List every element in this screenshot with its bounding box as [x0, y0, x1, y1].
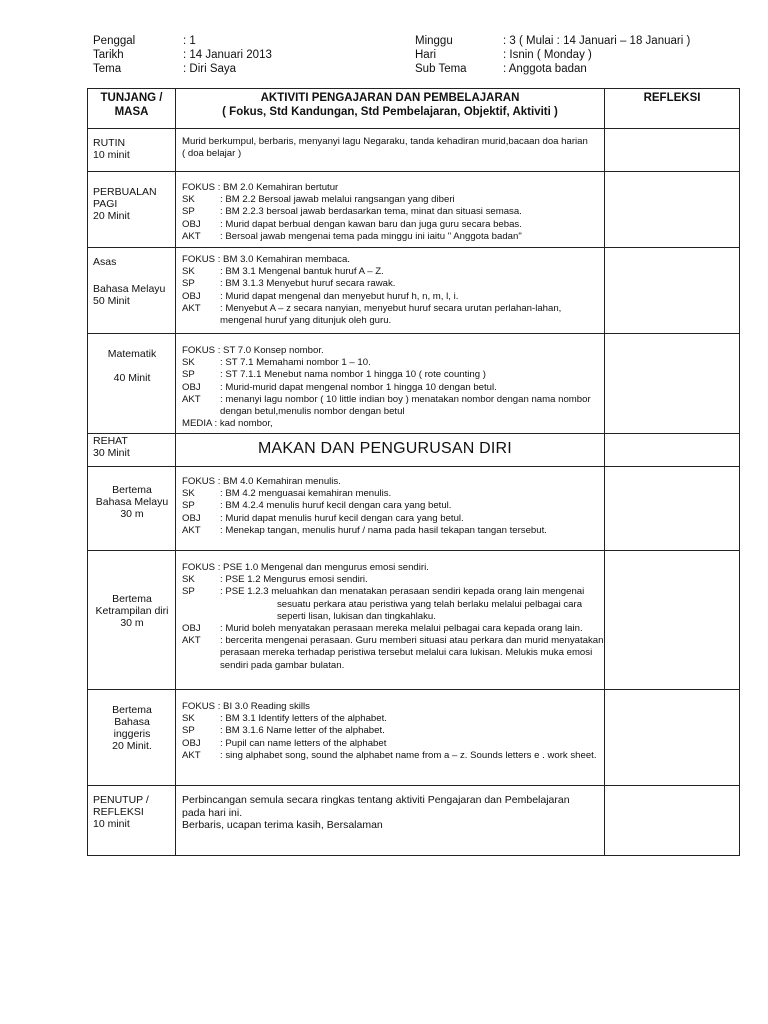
akt-line-continued: perasaan mereka terhadap peristiwa tersebut melalui cara lukisan. Melukis muka emosi: [220, 647, 593, 659]
sp-line: [182, 369, 600, 381]
tema-value: : Diri Saya: [183, 63, 237, 75]
subtema-label: Sub Tema: [415, 63, 467, 75]
table-row: [88, 248, 740, 334]
masa-text: 50 Minit: [93, 295, 130, 307]
code-label: OBJ: [182, 381, 201, 393]
line-text: : ST 7.1.1 Menebut nama nombor 1 hingga 10 ( rote counting ): [220, 369, 486, 381]
tunjang-cell: [88, 248, 176, 334]
akt-line: [182, 750, 600, 762]
col-tunjang-title: TUNJANG /: [100, 92, 163, 104]
col-aktiviti-subtitle: ( Fokus, Std Kandungan, Std Pembelajaran, Objektif, Aktiviti ): [222, 106, 558, 118]
masa-text: 30 Minit: [93, 447, 130, 459]
code-label: SP: [182, 725, 195, 737]
line-text: : sing alphabet song, sound the alphabet name from a – z. Sounds letters e . work sheet.: [220, 749, 597, 761]
fokus-line: FOKUS : BM 3.0 Kemahiran membaca.: [182, 254, 350, 265]
line-text: : Murid dapat menulis huruf kecil dengan cara yang betul.: [220, 512, 464, 524]
line-text: : BM 3.1 Mengenal bantuk huruf A – Z.: [220, 266, 384, 278]
hari-value: : Isnin ( Monday ): [503, 49, 592, 61]
refleksi-cell: [605, 248, 740, 334]
sk-line: [182, 194, 600, 206]
sp-line: [182, 206, 600, 218]
table-row: [88, 334, 740, 434]
tarikh-value: : 14 Januari 2013: [183, 49, 272, 61]
refleksi-cell: [605, 334, 740, 434]
col-tunjang-header: [88, 89, 176, 129]
code-label: SK: [182, 194, 195, 206]
line-text: : menanyi lagu nombor ( 10 little indian boy ) menatakan nombor dengan nama nombor: [220, 393, 591, 405]
aktiviti-line: Murid berkumpul, berbaris, menyanyi lagu Negaraku, tanda kehadiran murid,bacaan doa harian: [182, 136, 588, 147]
table-row: [88, 129, 740, 172]
line-text: : Murid boleh menyatakan perasaan mereka melalui pelbagai cara kepada orang lain.: [220, 623, 583, 635]
aktiviti-line: ( doa belajar ): [182, 148, 242, 160]
refleksi-cell: [605, 690, 740, 786]
subtema-value: : Anggota badan: [503, 63, 587, 75]
tunjang-text: PENUTUP /: [93, 794, 149, 806]
code-label: OBJ: [182, 218, 201, 230]
tunjang-text: Asas: [93, 256, 117, 268]
tunjang-cell: [88, 690, 176, 786]
code-label: AKT: [182, 230, 201, 242]
sk-line: [182, 266, 600, 278]
code-label: SK: [182, 488, 195, 500]
tunjang-cell: [88, 334, 176, 434]
tunjang-cell: [88, 786, 176, 856]
table-header-row: [88, 89, 740, 129]
code-label: AKT: [182, 749, 201, 761]
code-label: OBJ: [182, 290, 201, 302]
tema-label: Tema: [93, 63, 122, 75]
fokus-line: FOKUS : ST 7.0 Konsep nombor.: [182, 345, 324, 356]
masa-text: 20 Minit: [93, 210, 130, 222]
code-label: SK: [182, 266, 195, 278]
penggal-label: Penggal: [93, 35, 136, 47]
code-label: SK: [182, 574, 195, 586]
akt-line-continued: sendiri pada gambar bulatan.: [220, 659, 345, 671]
obj-line: [182, 382, 600, 394]
refleksi-cell: [605, 129, 740, 172]
table-row: [88, 690, 740, 786]
sk-line: [182, 574, 600, 586]
col-refleksi-title: REFLEKSI: [643, 92, 701, 104]
code-label: AKT: [182, 393, 201, 405]
aktiviti-cell: [176, 172, 605, 248]
line-text: : Menyebut A – z secara nanyian, menyebut huruf secara urutan perlahan-lahan,: [220, 302, 562, 314]
aktiviti-cell: [176, 467, 605, 551]
code-label: SK: [182, 357, 195, 369]
line-text: : Bersoal jawab mengenai tema pada minggu ini iaitu " Anggota badan": [220, 230, 522, 242]
table-row: [88, 172, 740, 248]
tunjang-cell: [88, 434, 176, 467]
sk-line: [182, 357, 600, 369]
refleksi-cell: [605, 467, 740, 551]
tunjang-text: Matematik: [107, 348, 157, 360]
line-text: : PSE 1.2.3 meluahkan dan menatakan perasaan sendiri kepada orang lain mengenai: [220, 586, 585, 598]
minggu-label: Minggu: [415, 35, 453, 47]
line-text: : BM 3.1.3 Menyebut huruf secara rawak.: [220, 278, 396, 290]
tunjang-cell: [88, 467, 176, 551]
tunjang-text: Bahasa: [114, 716, 150, 728]
code-label: OBJ: [182, 512, 201, 524]
akt-line: [182, 303, 600, 315]
refleksi-cell: [605, 172, 740, 248]
tunjang-text: Bertema: [112, 484, 152, 496]
line-text: : BM 3.1.6 Name letter of the alphabet.: [220, 725, 385, 737]
masa-text: 30 m: [120, 508, 144, 520]
fokus-line: FOKUS : BM 4.0 Kemahiran menulis.: [182, 476, 341, 487]
obj-line: [182, 623, 600, 635]
tunjang-text: Bertema: [112, 593, 152, 605]
tunjang-text: PERBUALAN: [93, 186, 157, 198]
code-label: SP: [182, 500, 195, 512]
tunjang-cell: [88, 551, 176, 690]
tunjang-text: Bahasa Melayu: [93, 283, 166, 295]
code-label: SP: [182, 206, 195, 218]
tunjang-cell: [88, 172, 176, 248]
obj-line: [182, 219, 600, 231]
minggu-value: : 3 ( Mulai : 14 Januari – 18 Januari ): [503, 35, 691, 47]
line-text: : BM 2.2 Bersoal jawab melalui rangsangan yang diberi: [220, 194, 455, 206]
code-label: AKT: [182, 635, 201, 647]
tunjang-text: PAGI: [93, 198, 118, 210]
line-text: : Murid dapat berbual dengan kawan baru dan juga guru secara bebas.: [220, 218, 522, 230]
line-text: : BM 2.2.3 bersoal jawab berdasarkan tema, minat dan situasi semasa.: [220, 206, 522, 218]
fokus-line: FOKUS : BI 3.0 Reading skills: [182, 701, 310, 712]
line-text: : ST 7.1 Memahami nombor 1 – 10.: [220, 357, 371, 369]
col-aktiviti-title: AKTIVITI PENGAJARAN DAN PEMBELAJARAN: [260, 92, 520, 104]
table-row: [88, 434, 740, 467]
aktiviti-cell: [176, 786, 605, 856]
obj-line: [182, 738, 600, 750]
code-label: SP: [182, 278, 195, 290]
aktiviti-cell: [176, 551, 605, 690]
col-masa-title: MASA: [114, 106, 149, 118]
code-label: OBJ: [182, 623, 201, 635]
tunjang-text: Bertema: [112, 704, 152, 716]
tunjang-text: Bahasa Melayu: [95, 496, 169, 508]
aktiviti-line: Perbincangan semula secara ringkas tentang aktiviti Pengajaran dan Pembelajaran: [182, 794, 570, 806]
tunjang-text: REFLEKSI: [93, 806, 144, 818]
aktiviti-cell: [176, 434, 605, 467]
code-label: OBJ: [182, 737, 201, 749]
tunjang-text: REHAT: [93, 435, 128, 447]
masa-text: 40 Minit: [113, 372, 151, 384]
aktiviti-cell: [176, 690, 605, 786]
tarikh-label: Tarikh: [93, 49, 124, 61]
sp-line-continued: sesuatu perkara atau peristiwa yang telah berlaku melalui pelbagai cara: [277, 598, 583, 610]
sp-line-continued: seperti lisan, lukisan dan tingkahlaku.: [277, 610, 436, 622]
code-label: AKT: [182, 524, 201, 536]
tunjang-cell: [88, 129, 176, 172]
sk-line: [182, 488, 600, 500]
line-text: : Pupil can name letters of the alphabet: [220, 737, 387, 749]
masa-text: 10 minit: [93, 818, 130, 830]
hari-label: Hari: [415, 49, 437, 61]
line-text: : bercerita mengenai perasaan. Guru memberi situasi atau perkara dan murid menyatakan: [220, 635, 604, 647]
aktiviti-cell: [176, 248, 605, 334]
refleksi-cell: [605, 786, 740, 856]
line-text: : BM 4.2 menguasai kemahiran menulis.: [220, 488, 392, 500]
akt-line: [182, 635, 604, 647]
fokus-line: FOKUS : BM 2.0 Kemahiran bertutur: [182, 182, 339, 193]
line-text: : BM 3.1 Identify letters of the alphabet.: [220, 713, 387, 725]
masa-text: 30 m: [120, 617, 144, 629]
line-text: : BM 4.2.4 menulis huruf kecil dengan cara yang betul.: [220, 500, 452, 512]
obj-line: [182, 291, 600, 303]
col-refleksi-header: [605, 89, 740, 129]
aktiviti-line: pada hari ini.: [182, 806, 243, 819]
akt-line-continued: mengenal huruf yang ditunjuk oleh guru.: [220, 315, 392, 327]
code-label: SP: [182, 369, 195, 381]
aktiviti-cell: [176, 129, 605, 172]
sk-line: [182, 713, 600, 725]
line-text: : Murid dapat mengenal dan menyebut huruf h, n, m, l, i.: [220, 290, 459, 302]
sp-line: [182, 725, 600, 737]
table-row: [88, 786, 740, 856]
aktiviti-cell: [176, 334, 605, 434]
tunjang-text: RUTIN: [93, 137, 126, 149]
aktiviti-line: Berbaris, ucapan terima kasih, Bersalaman: [182, 819, 383, 831]
fokus-line: FOKUS : PSE 1.0 Mengenal dan mengurus emosi sendiri.: [182, 562, 429, 573]
table-row: [88, 467, 740, 551]
rehat-activity-title: MAKAN DAN PENGURUSAN DIRI: [258, 440, 512, 457]
code-label: SK: [182, 713, 195, 725]
media-line: MEDIA : kad nombor,: [182, 418, 273, 430]
obj-line: [182, 513, 600, 525]
table-row: [88, 551, 740, 690]
code-label: SP: [182, 586, 195, 598]
tunjang-text: inggeris: [113, 728, 151, 740]
akt-line: [182, 394, 600, 406]
sp-line: [182, 586, 600, 598]
akt-line-continued: dengan betul,menulis nombor dengan betul: [220, 406, 405, 418]
refleksi-cell: [605, 551, 740, 690]
masa-text: 20 Minit.: [112, 740, 152, 752]
code-label: AKT: [182, 302, 201, 314]
line-text: : Murid-murid dapat mengenal nombor 1 hingga 10 dengan betul.: [220, 381, 497, 393]
col-aktiviti-header: [176, 89, 605, 129]
penggal-value: : 1: [183, 35, 196, 47]
tunjang-text: Ketrampilan diri: [95, 605, 169, 617]
sp-line: [182, 500, 600, 512]
akt-line: [182, 231, 600, 243]
sp-line: [182, 278, 600, 290]
lesson-plan-table: [87, 88, 740, 856]
refleksi-cell: [605, 434, 740, 467]
masa-text: 10 minit: [93, 149, 130, 161]
line-text: : Menekap tangan, menulis huruf / nama pada hasil tekapan tangan tersebut.: [220, 524, 547, 536]
line-text: : PSE 1.2 Mengurus emosi sendiri.: [220, 574, 368, 586]
akt-line: [182, 525, 600, 537]
